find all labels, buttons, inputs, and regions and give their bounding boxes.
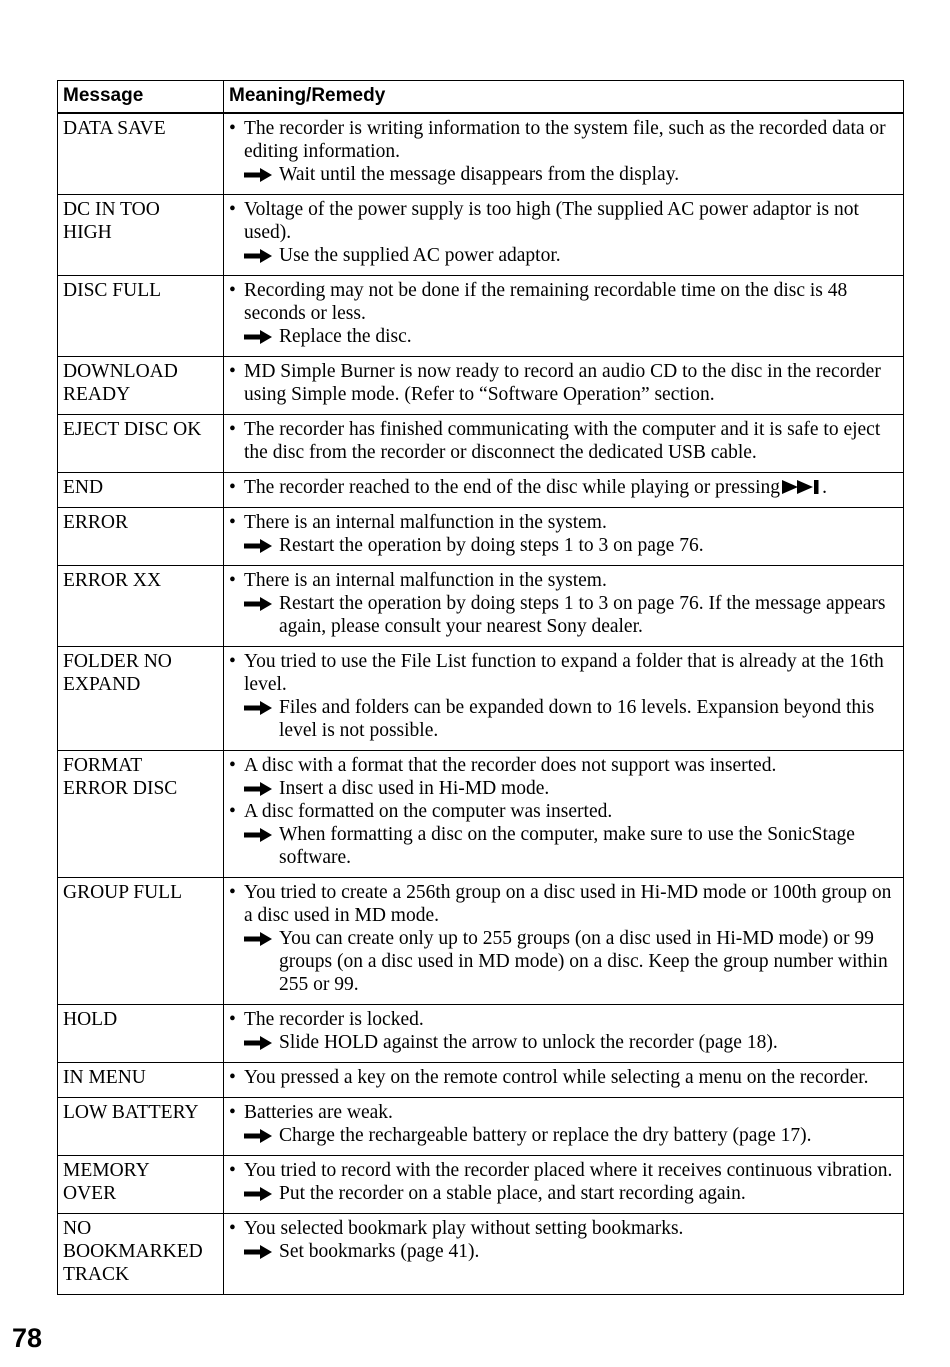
- meaning-text: MD Simple Burner is now ready to record an audio CD to the disc in the recorder using Simple mode. (Refer to “Software Operation” section.: [244, 361, 881, 405]
- bullet-icon: •: [229, 512, 236, 533]
- meaning-text: You selected bookmark play without setting bookmarks.: [244, 1218, 684, 1239]
- remedy-line: [244, 1031, 898, 1054]
- meaning-item: [229, 418, 898, 464]
- meaning-item: [229, 569, 898, 638]
- meaning-item: [229, 650, 898, 742]
- remedy-text: You can create only up to 255 groups (on a disc used in Hi-MD mode) or 99 groups (on a disc used in MD mode) on a disc. Keep the group number within 255 or 99.: [279, 928, 888, 995]
- meaning-cell: [224, 1005, 904, 1063]
- bullet-icon: •: [229, 570, 236, 591]
- meaning-text: You tried to use the File List function to expand a folder that is already at the 16th level.: [244, 651, 884, 695]
- arrow-right-icon: [244, 828, 272, 842]
- table-row: [58, 647, 904, 751]
- remedy-line: [244, 1124, 898, 1147]
- bullet-icon: •: [229, 1009, 236, 1030]
- meaning-item: [229, 476, 898, 499]
- meaning-item: [229, 1008, 898, 1054]
- meaning-item: [229, 800, 898, 869]
- meaning-item: [229, 511, 898, 557]
- meaning-text: There is an internal malfunction in the system.: [244, 512, 607, 533]
- arrow-right-icon: [244, 330, 272, 344]
- arrow-right-icon: [244, 1129, 272, 1143]
- meaning-text: There is an internal malfunction in the system.: [244, 570, 607, 591]
- meaning-cell: [224, 1063, 904, 1098]
- table-row: [58, 1214, 904, 1295]
- arrow-right-icon: [244, 782, 272, 796]
- meaning-text: You tried to create a 256th group on a disc used in Hi-MD mode or 100th group on a disc used in MD mode.: [244, 882, 892, 926]
- meaning-cell: [224, 415, 904, 473]
- meaning-cell: [224, 751, 904, 878]
- arrow-right-icon: [244, 932, 272, 946]
- message-cell: FORMAT ERROR DISC: [58, 751, 224, 878]
- meaning-text: The recorder is locked.: [244, 1009, 424, 1030]
- message-cell: DC IN TOO HIGH: [58, 195, 224, 276]
- bullet-icon: •: [229, 801, 236, 822]
- arrow-right-icon: [244, 168, 272, 182]
- bullet-icon: •: [229, 361, 236, 382]
- meaning-cell: [224, 195, 904, 276]
- table-row: [58, 415, 904, 473]
- message-table: [57, 80, 904, 1295]
- arrow-right-icon: [244, 597, 272, 611]
- remedy-text: Insert a disc used in Hi-MD mode.: [279, 778, 550, 799]
- message-cell: ERROR XX: [58, 566, 224, 647]
- table-row: [58, 1156, 904, 1214]
- meaning-text: Voltage of the power supply is too high (The supplied AC power adaptor is not used).: [244, 199, 859, 243]
- table-row: [58, 357, 904, 415]
- meaning-cell: [224, 1156, 904, 1214]
- meaning-item: [229, 279, 898, 348]
- bullet-icon: •: [229, 1102, 236, 1123]
- remedy-line: [244, 592, 898, 638]
- message-cell: ERROR: [58, 508, 224, 566]
- meaning-item: [229, 1101, 898, 1147]
- meaning-cell: [224, 113, 904, 195]
- remedy-line: [244, 777, 898, 800]
- remedy-line: [244, 163, 898, 186]
- remedy-text: Restart the operation by doing steps 1 to 3 on page 76.: [279, 535, 704, 556]
- arrow-right-icon: [244, 701, 272, 715]
- remedy-line: [244, 1182, 898, 1205]
- meaning-item: [229, 1217, 898, 1263]
- remedy-text: Files and folders can be expanded down to 16 levels. Expansion beyond this level is not possible.: [279, 697, 875, 741]
- table-row: [58, 508, 904, 566]
- bullet-icon: •: [229, 1067, 236, 1088]
- table-header: [58, 81, 904, 114]
- remedy-text: Restart the operation by doing steps 1 to 3 on page 76. If the message appears again, please consult your nearest Sony dealer.: [279, 593, 886, 637]
- meaning-text-suffix: .: [822, 477, 827, 498]
- remedy-line: [244, 244, 898, 267]
- meaning-item: [229, 360, 898, 406]
- page-number: 78: [12, 1323, 43, 1353]
- fast-forward-next-icon: [782, 480, 822, 494]
- message-cell: IN MENU: [58, 1063, 224, 1098]
- remedy-text: Charge the rechargeable battery or replace the dry battery (page 17).: [279, 1125, 812, 1146]
- bullet-icon: •: [229, 1218, 236, 1239]
- remedy-text: Use the supplied AC power adaptor.: [279, 245, 561, 266]
- meaning-cell: [224, 508, 904, 566]
- message-cell: DATA SAVE: [58, 113, 224, 195]
- message-cell: GROUP FULL: [58, 878, 224, 1005]
- meaning-text: The recorder reached to the end of the disc while playing or pressing: [244, 477, 781, 498]
- bullet-icon: •: [229, 280, 236, 301]
- meaning-cell: [224, 878, 904, 1005]
- meaning-cell: [224, 1098, 904, 1156]
- bullet-icon: •: [229, 477, 236, 498]
- meaning-text: The recorder has finished communicating with the computer and it is safe to eject the disc from the recorder or disconnect the dedicated USB cable.: [244, 419, 881, 463]
- bullet-icon: •: [229, 199, 236, 220]
- arrow-right-icon: [244, 1245, 272, 1259]
- message-cell: EJECT DISC OK: [58, 415, 224, 473]
- bullet-icon: •: [229, 118, 236, 139]
- table-row: [58, 751, 904, 878]
- remedy-line: [244, 534, 898, 557]
- table-row: [58, 1005, 904, 1063]
- message-cell: FOLDER NO EXPAND: [58, 647, 224, 751]
- table-row: [58, 1098, 904, 1156]
- arrow-right-icon: [244, 539, 272, 553]
- message-cell: DISC FULL: [58, 276, 224, 357]
- message-cell: LOW BATTERY: [58, 1098, 224, 1156]
- meaning-item: [229, 117, 898, 186]
- table-row: [58, 878, 904, 1005]
- bullet-icon: •: [229, 651, 236, 672]
- meaning-text: The recorder is writing information to the system file, such as the recorded data or editing information.: [244, 118, 886, 162]
- meaning-text: You pressed a key on the remote control while selecting a menu on the recorder.: [244, 1067, 869, 1088]
- message-cell: END: [58, 473, 224, 508]
- table-header-row: [58, 81, 904, 114]
- meaning-item: [229, 198, 898, 267]
- remedy-line: [244, 325, 898, 348]
- meaning-text: You tried to record with the recorder placed where it receives continuous vibration.: [244, 1160, 893, 1181]
- remedy-line: [244, 927, 898, 996]
- remedy-text: Wait until the message disappears from the display.: [279, 164, 680, 185]
- meaning-cell: [224, 566, 904, 647]
- meaning-item: [229, 1159, 898, 1205]
- remedy-text: Replace the disc.: [279, 326, 412, 347]
- remedy-text: Set bookmarks (page 41).: [279, 1241, 480, 1262]
- remedy-text: When formatting a disc on the computer, make sure to use the SonicStage software.: [279, 824, 855, 868]
- remedy-line: [244, 1240, 898, 1263]
- message-cell: HOLD: [58, 1005, 224, 1063]
- meaning-text: A disc with a format that the recorder does not support was inserted.: [244, 755, 777, 776]
- meaning-text: Batteries are weak.: [244, 1102, 393, 1123]
- meaning-item: [229, 754, 898, 800]
- arrow-right-icon: [244, 1036, 272, 1050]
- table-row: [58, 276, 904, 357]
- bullet-icon: •: [229, 755, 236, 776]
- table-row: [58, 566, 904, 647]
- remedy-text: Put the recorder on a stable place, and start recording again.: [279, 1183, 746, 1204]
- meaning-cell: [224, 276, 904, 357]
- remedy-line: [244, 823, 898, 869]
- bullet-icon: •: [229, 1160, 236, 1181]
- table-row: [58, 473, 904, 508]
- column-header-meaning: Meaning/Remedy: [224, 81, 904, 114]
- bullet-icon: •: [229, 419, 236, 440]
- meaning-cell: [224, 357, 904, 415]
- arrow-right-icon: [244, 1187, 272, 1201]
- meaning-cell: [224, 647, 904, 751]
- message-cell: DOWNLOAD READY: [58, 357, 224, 415]
- message-cell: MEMORY OVER: [58, 1156, 224, 1214]
- bullet-icon: •: [229, 882, 236, 903]
- table-row: [58, 195, 904, 276]
- table-row: [58, 113, 904, 195]
- column-header-message: Message: [58, 81, 224, 114]
- meaning-item: [229, 881, 898, 996]
- meaning-text: A disc formatted on the computer was inserted.: [244, 801, 613, 822]
- arrow-right-icon: [244, 249, 272, 263]
- message-cell: NO BOOKMARKED TRACK: [58, 1214, 224, 1295]
- meaning-cell: [224, 1214, 904, 1295]
- table-row: [58, 1063, 904, 1098]
- remedy-line: [244, 696, 898, 742]
- table-body: [58, 113, 904, 1295]
- meaning-cell: [224, 473, 904, 508]
- meaning-text: Recording may not be done if the remaining recordable time on the disc is 48 seconds or less.: [244, 280, 848, 324]
- remedy-text: Slide HOLD against the arrow to unlock the recorder (page 18).: [279, 1032, 778, 1053]
- meaning-item: [229, 1066, 898, 1089]
